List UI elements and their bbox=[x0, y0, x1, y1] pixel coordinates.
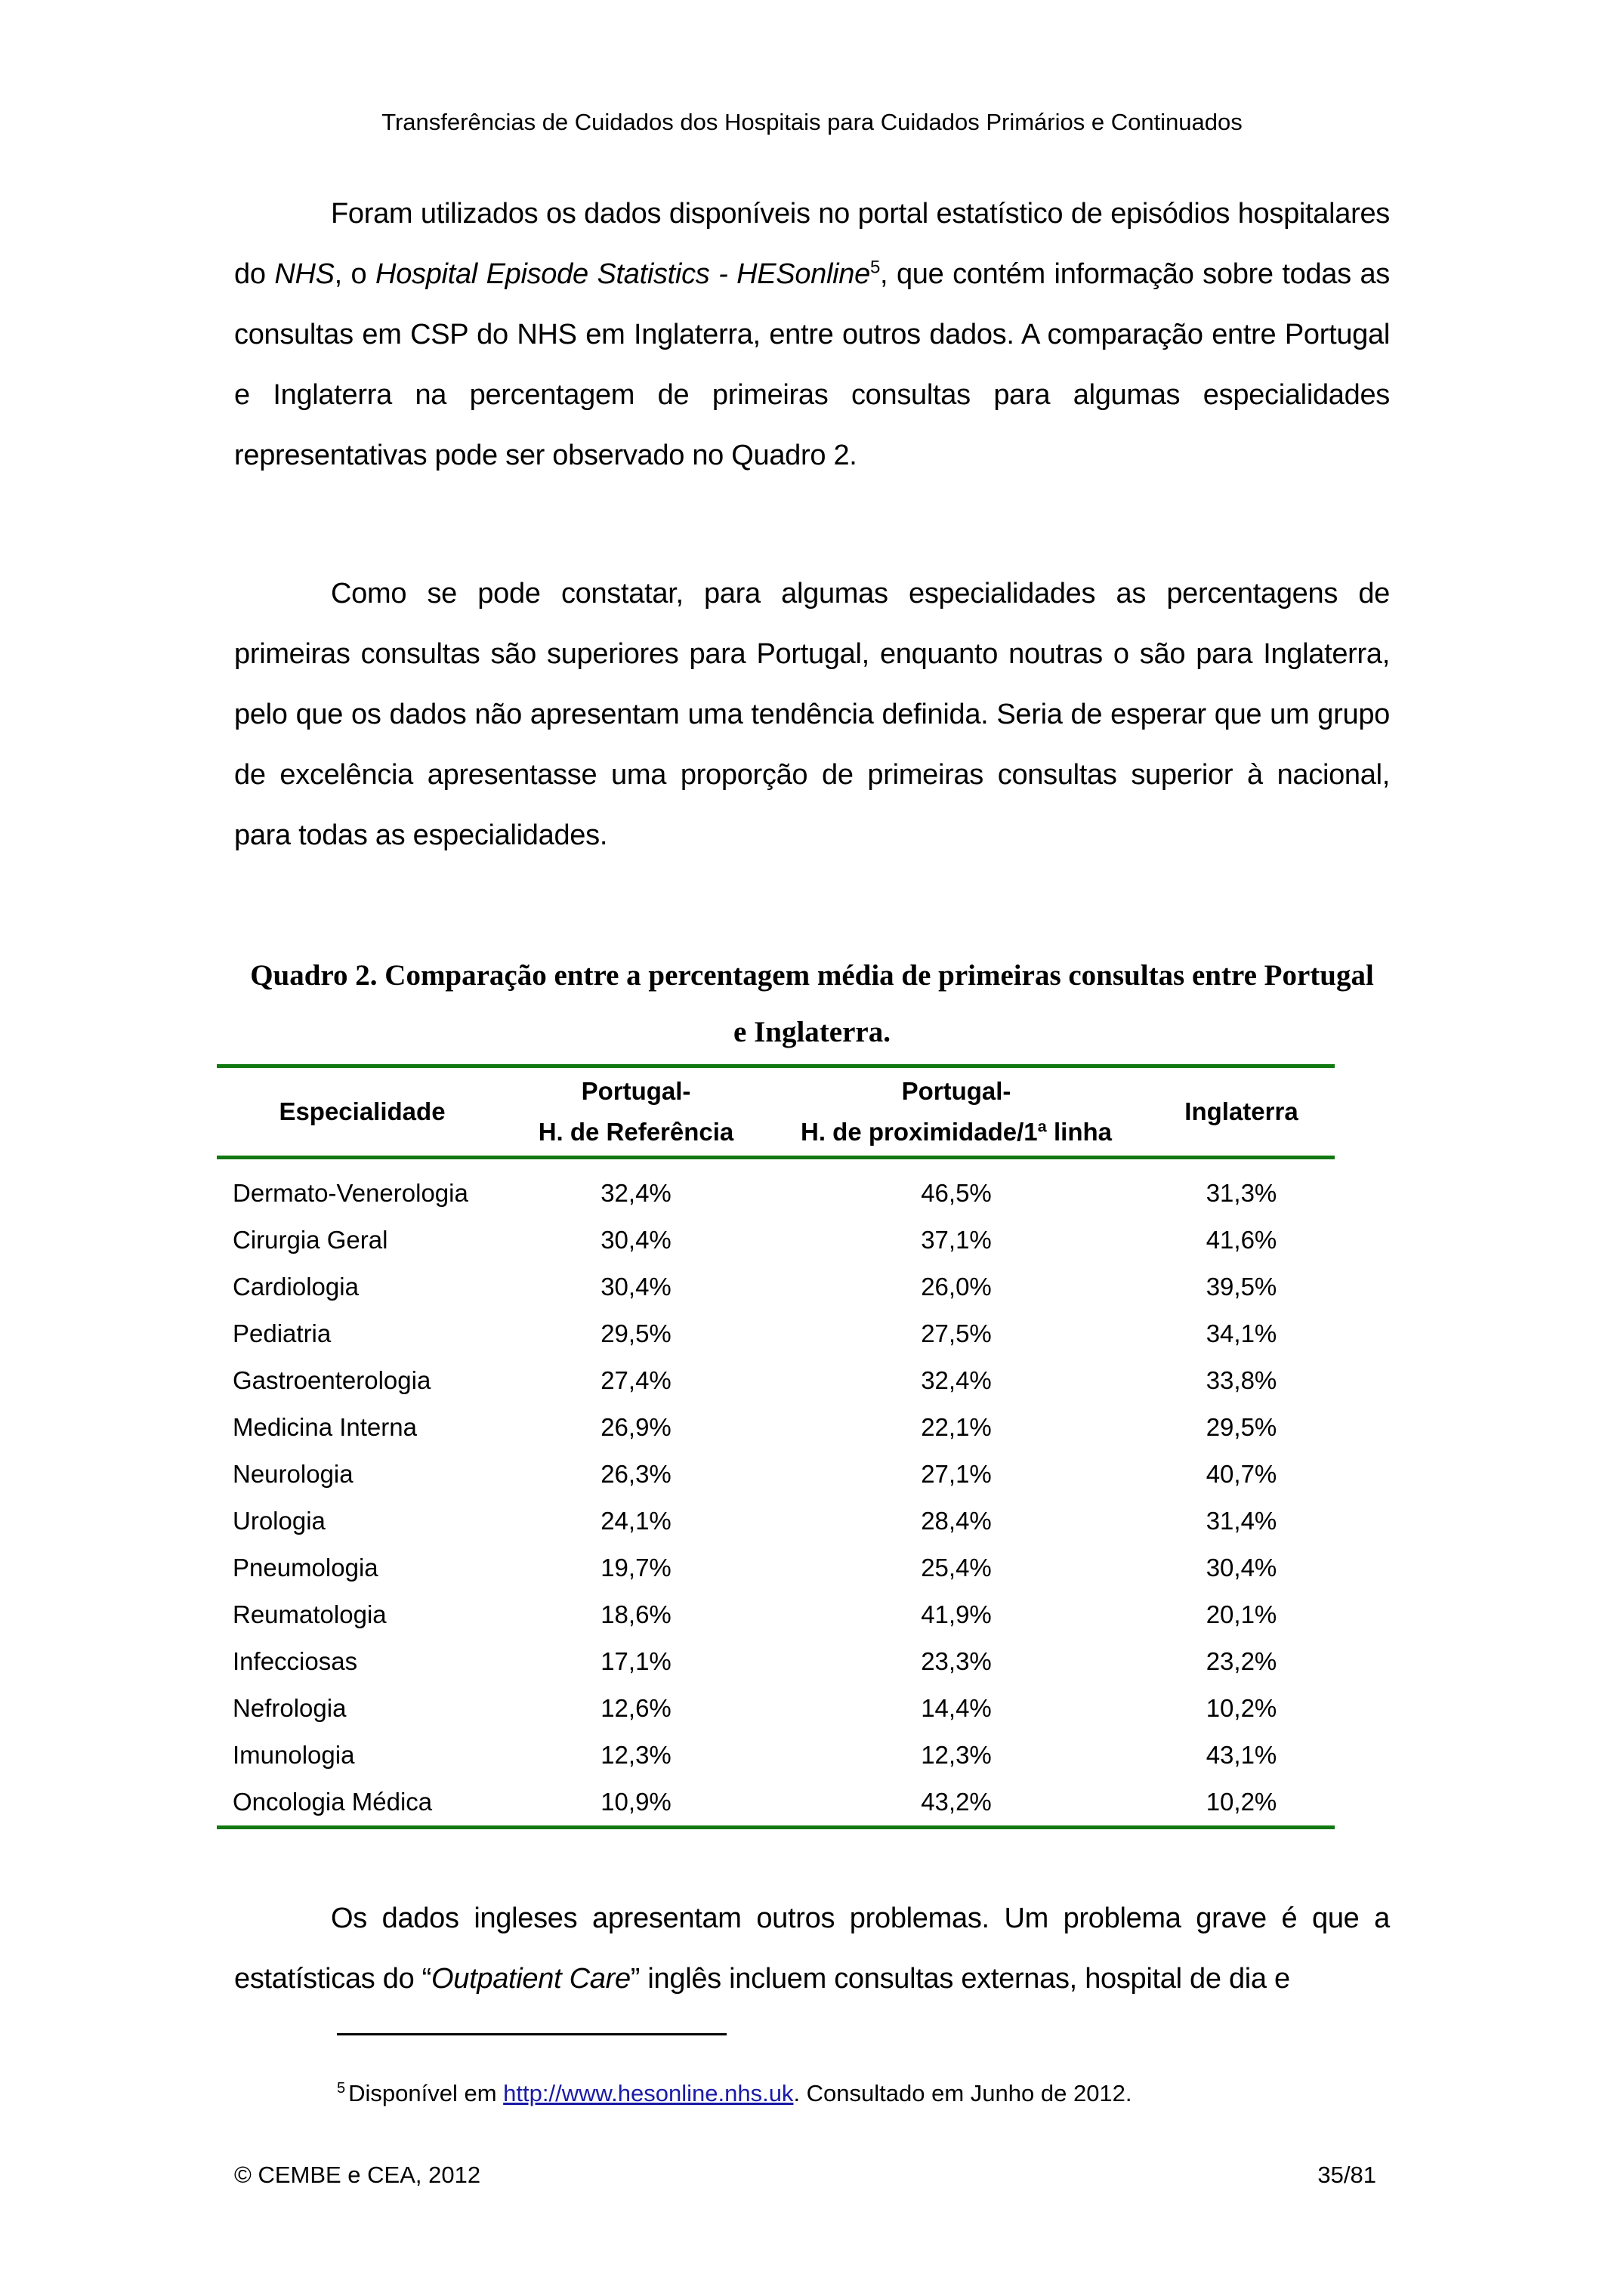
portugal-referencia-cell: 32,4% bbox=[601, 1179, 672, 1207]
portugal-referencia-cell: 12,6% bbox=[601, 1694, 672, 1722]
specialty-cell: Dermato-Venerologia bbox=[233, 1179, 468, 1207]
specialty-cell: Reumatologia bbox=[233, 1600, 387, 1628]
column-header-portugal-proximidade: Portugal- H. de proximidade/1ª linha bbox=[764, 1066, 1148, 1158]
portugal-referencia-cell: 10,9% bbox=[508, 1779, 764, 1828]
column-header-inglaterra: Inglaterra bbox=[1148, 1066, 1335, 1158]
table-row bbox=[217, 1498, 1335, 1545]
portugal-referencia-cell: 29,5% bbox=[601, 1319, 672, 1347]
comparison-table bbox=[217, 1064, 1335, 1829]
paragraph-1-text: , o bbox=[334, 258, 376, 290]
nhs-italic: NHS bbox=[274, 258, 335, 290]
column-header-portugal-referencia: Portugal- H. de Referência bbox=[508, 1066, 764, 1158]
table-row bbox=[217, 1158, 1335, 1217]
footnote-number: 5 bbox=[337, 2079, 346, 2097]
inglaterra-cell: 39,5% bbox=[1206, 1273, 1277, 1301]
inglaterra-cell: 30,4% bbox=[1206, 1554, 1277, 1582]
table-row bbox=[217, 1545, 1335, 1591]
portugal-referencia-cell: 18,6% bbox=[601, 1600, 672, 1628]
table-row bbox=[217, 1638, 1335, 1685]
portugal-proximidade-cell: 41,9% bbox=[921, 1600, 992, 1628]
specialty-cell: Pneumologia bbox=[233, 1554, 378, 1582]
portugal-proximidade-cell: 22,1% bbox=[921, 1413, 992, 1441]
table-row bbox=[217, 1310, 1335, 1357]
portugal-referencia-cell: 24,1% bbox=[601, 1507, 672, 1535]
portugal-referencia-cell: 26,3% bbox=[601, 1460, 672, 1488]
paragraph-3 bbox=[234, 1888, 1390, 2009]
portugal-proximidade-cell: 32,4% bbox=[921, 1366, 992, 1394]
portugal-referencia-cell: 27,4% bbox=[601, 1366, 672, 1394]
inglaterra-cell: 43,1% bbox=[1206, 1741, 1277, 1769]
specialty-cell: Oncologia Médica bbox=[217, 1779, 508, 1828]
column-header-especialidade: Especialidade bbox=[217, 1066, 508, 1158]
portugal-referencia-cell: 26,9% bbox=[601, 1413, 672, 1441]
running-header: Transferências de Cuidados dos Hospitais para Cuidados Primários e Continuados bbox=[381, 109, 1243, 135]
table-row bbox=[217, 1357, 1335, 1404]
portugal-referencia-cell: 19,7% bbox=[601, 1554, 672, 1582]
specialty-cell: Imunologia bbox=[233, 1741, 355, 1769]
inglaterra-cell: 41,6% bbox=[1206, 1226, 1277, 1254]
inglaterra-cell: 20,1% bbox=[1206, 1600, 1277, 1628]
specialty-cell: Infecciosas bbox=[233, 1647, 358, 1675]
table-row bbox=[217, 1451, 1335, 1498]
paragraph-3-text: Os dados ingleses apresentam outros problemas. Um problema grave é que a estatísticas do “ bbox=[234, 1903, 1390, 1995]
portugal-proximidade-cell: 28,4% bbox=[921, 1507, 992, 1535]
portugal-referencia-cell: 12,3% bbox=[601, 1741, 672, 1769]
inglaterra-cell: 40,7% bbox=[1206, 1460, 1277, 1488]
portugal-proximidade-cell: 26,0% bbox=[921, 1273, 992, 1301]
table-row bbox=[217, 1264, 1335, 1310]
footnote-prefix: Disponível em bbox=[348, 2080, 504, 2106]
portugal-proximidade-cell: 27,1% bbox=[921, 1460, 992, 1488]
inglaterra-cell: 10,2% bbox=[1206, 1694, 1277, 1722]
portugal-referencia-cell: 17,1% bbox=[601, 1647, 672, 1675]
portugal-proximidade-cell: 43,2% bbox=[764, 1779, 1148, 1828]
table-row bbox=[217, 1217, 1335, 1264]
portugal-proximidade-cell: 23,3% bbox=[921, 1647, 992, 1675]
table-row bbox=[217, 1404, 1335, 1451]
outpatient-care-italic: Outpatient Care bbox=[431, 1963, 631, 1995]
paragraph-1-text: , que contém informação sobre todas as consultas em CSP do NHS em Inglaterra, entre outros dados. A comparação entre Portugal e Inglaterra na percentagem de primeiras consultas para algumas especialidades representativas pode ser observado no Quadro 2. bbox=[234, 258, 1390, 471]
specialty-cell: Gastroenterologia bbox=[233, 1366, 431, 1394]
table-row bbox=[217, 1685, 1335, 1732]
portugal-proximidade-cell: 25,4% bbox=[921, 1554, 992, 1582]
footnote-separator bbox=[337, 2033, 727, 2035]
footnote bbox=[337, 2077, 1132, 2110]
portugal-proximidade-cell: 14,4% bbox=[921, 1694, 992, 1722]
specialty-cell: Nefrologia bbox=[233, 1694, 347, 1722]
inglaterra-cell: 33,8% bbox=[1206, 1366, 1277, 1394]
inglaterra-cell: 29,5% bbox=[1206, 1413, 1277, 1441]
specialty-cell: Neurologia bbox=[233, 1460, 354, 1488]
table-row bbox=[217, 1591, 1335, 1638]
paragraph-1 bbox=[234, 184, 1390, 486]
specialty-cell: Cirurgia Geral bbox=[233, 1226, 388, 1254]
table-row bbox=[217, 1779, 1335, 1828]
portugal-proximidade-cell: 46,5% bbox=[921, 1179, 992, 1207]
portugal-referencia-cell: 30,4% bbox=[601, 1273, 672, 1301]
table-row bbox=[217, 1732, 1335, 1779]
inglaterra-cell: 23,2% bbox=[1206, 1647, 1277, 1675]
specialty-cell: Pediatria bbox=[233, 1319, 332, 1347]
hesonline-link[interactable]: http://www.hesonline.nhs.uk bbox=[503, 2080, 794, 2106]
table-header-row bbox=[217, 1066, 1335, 1158]
paragraph-3-text: ” inglês incluem consultas externas, hospital de dia e bbox=[630, 1963, 1290, 1995]
specialty-cell: Medicina Interna bbox=[233, 1413, 417, 1441]
footnote-suffix: . Consultado em Junho de 2012. bbox=[793, 2080, 1132, 2106]
inglaterra-cell: 31,3% bbox=[1206, 1179, 1277, 1207]
portugal-referencia-cell: 30,4% bbox=[601, 1226, 672, 1254]
inglaterra-cell: 31,4% bbox=[1206, 1507, 1277, 1535]
paragraph-2: Como se pode constatar, para algumas especialidades as percentagens de primeiras consultas são superiores para Portugal, enquanto noutras o são para Inglaterra, pelo que os dados não apresentam uma tendência definida. Seria de esperar que um grupo de excelência apresentasse uma proporção de primeiras consultas superior à nacional, para todas as especialidades. bbox=[234, 578, 1390, 851]
inglaterra-cell: 34,1% bbox=[1206, 1319, 1277, 1347]
portugal-proximidade-cell: 37,1% bbox=[921, 1226, 992, 1254]
footer-copyright: © CEMBE e CEA, 2012 bbox=[234, 2162, 481, 2188]
hes-italic: Hospital Episode Statistics - HESonline bbox=[375, 258, 870, 290]
portugal-proximidade-cell: 27,5% bbox=[921, 1319, 992, 1347]
inglaterra-cell: 10,2% bbox=[1148, 1779, 1335, 1828]
footnote-reference[interactable]: 5 bbox=[869, 257, 881, 278]
specialty-cell: Urologia bbox=[233, 1507, 326, 1535]
paragraph-1-text: Foram utilizados os dados disponíveis no portal estatístico de episódios hospitalares do bbox=[234, 198, 1390, 290]
table-caption: Quadro 2. Comparação entre a percentagem média de primeiras consultas entre Portugal e Inglaterra. bbox=[250, 959, 1374, 1048]
specialty-cell: Cardiologia bbox=[233, 1273, 359, 1301]
portugal-proximidade-cell: 12,3% bbox=[921, 1741, 992, 1769]
page-number: 35/81 bbox=[1317, 2162, 1376, 2188]
